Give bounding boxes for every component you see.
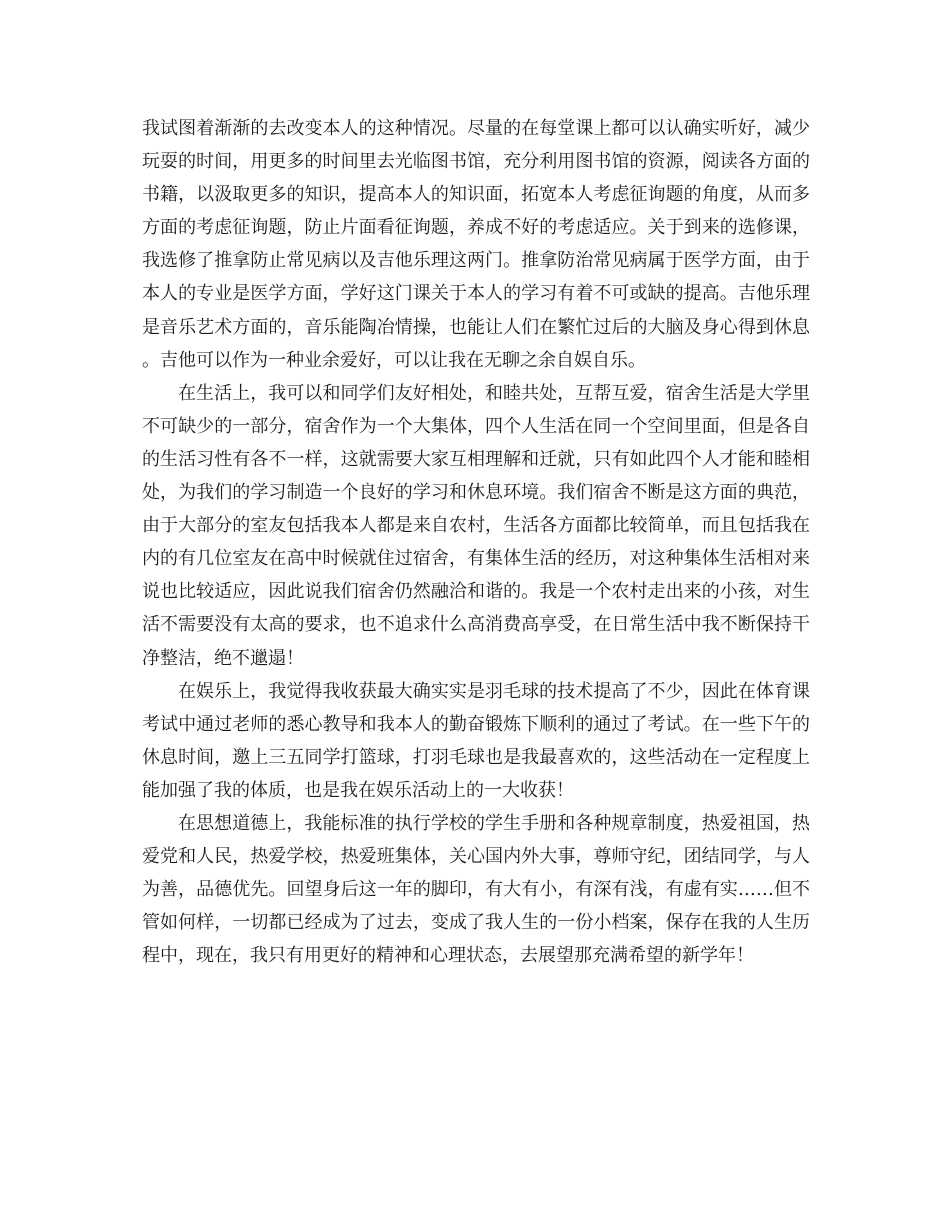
paragraph-life: 在生活上，我可以和同学们友好相处，和睦共处，互帮互爱，宿舍生活是大学里不可缺少的一部分，宿舍作为一个大集体，四个人生活在同一个空间里面，但是各自的生活习性有各不一样，这就需要大家互相理解和迁就，只有如此四个人才能和睦相处，为我们的学习制造一个良好的学习和休息环境。我们宿舍不断是这方面的典范，由于大部分的室友包括我本人都是来自农村，生活各方面都比较简单，而且包括我在内的有几位室友在高中时候就住过宿舍，有集体生活的经历，对这种集体生活相对来说也比较适应，因此说我们宿舍仍然融洽和谐的。我是一个农村走出来的小孩，对生活不需要没有太高的要求，也不追求什么高消费高享受，在日常生活中我不断保持干净整洁，绝不邋遢！ <box>142 382 810 669</box>
document-page <box>142 112 810 972</box>
paragraph-morality: 在思想道德上，我能标准的执行学校的学生手册和各种规章制度，热爱祖国，热爱党和人民，热爱学校，热爱班集体，关心国内外大事，尊师守纪，团结同学，与人为善，品德优先。回望身后这一年的脚印，有大有小，有深有浅，有虚有实……但不管如何样，一切都已经成为了过去，变成了我人生的一份小档案，保存在我的人生历程中，现在，我只有用更好的精神和心理状态，去展望那充满希望的新学年！ <box>142 812 810 967</box>
paragraph-study: 我试图着渐渐的去改变本人的这种情况。尽量的在每堂课上都可以认确实听好，减少玩耍的时间，用更多的时间里去光临图书馆，充分利用图书馆的资源，阅读各方面的书籍，以汲取更多的知识，提高本人的知识面，拓宽本人考虑征询题的角度，从而多方面的考虑征询题，防止片面看征询题，养成不好的考虑适应。关于到来的选修课，我选修了推拿防止常见病以及吉他乐理这两门。推拿防治常见病属于医学方面，由于本人的专业是医学方面，学好这门课关于本人的学习有着不可或缺的提高。吉他乐理是音乐艺术方面的，音乐能陶冶情操，也能让人们在繁忙过后的大脑及身心得到休息。吉他可以作为一种业余爱好，可以让我在无聊之余自娱自乐。 <box>142 118 810 371</box>
paragraph-entertainment: 在娱乐上，我觉得我收获最大确实实是羽毛球的技术提高了不少，因此在体育课考试中通过老师的悉心教导和我本人的勤奋锻炼下顺利的通过了考试。在一些下午的休息时间，邀上三五同学打篮球，打羽毛球也是我最喜欢的，这些活动在一定程度上能加强了我的体质，也是我在娱乐活动上的一大收获！ <box>142 680 810 801</box>
